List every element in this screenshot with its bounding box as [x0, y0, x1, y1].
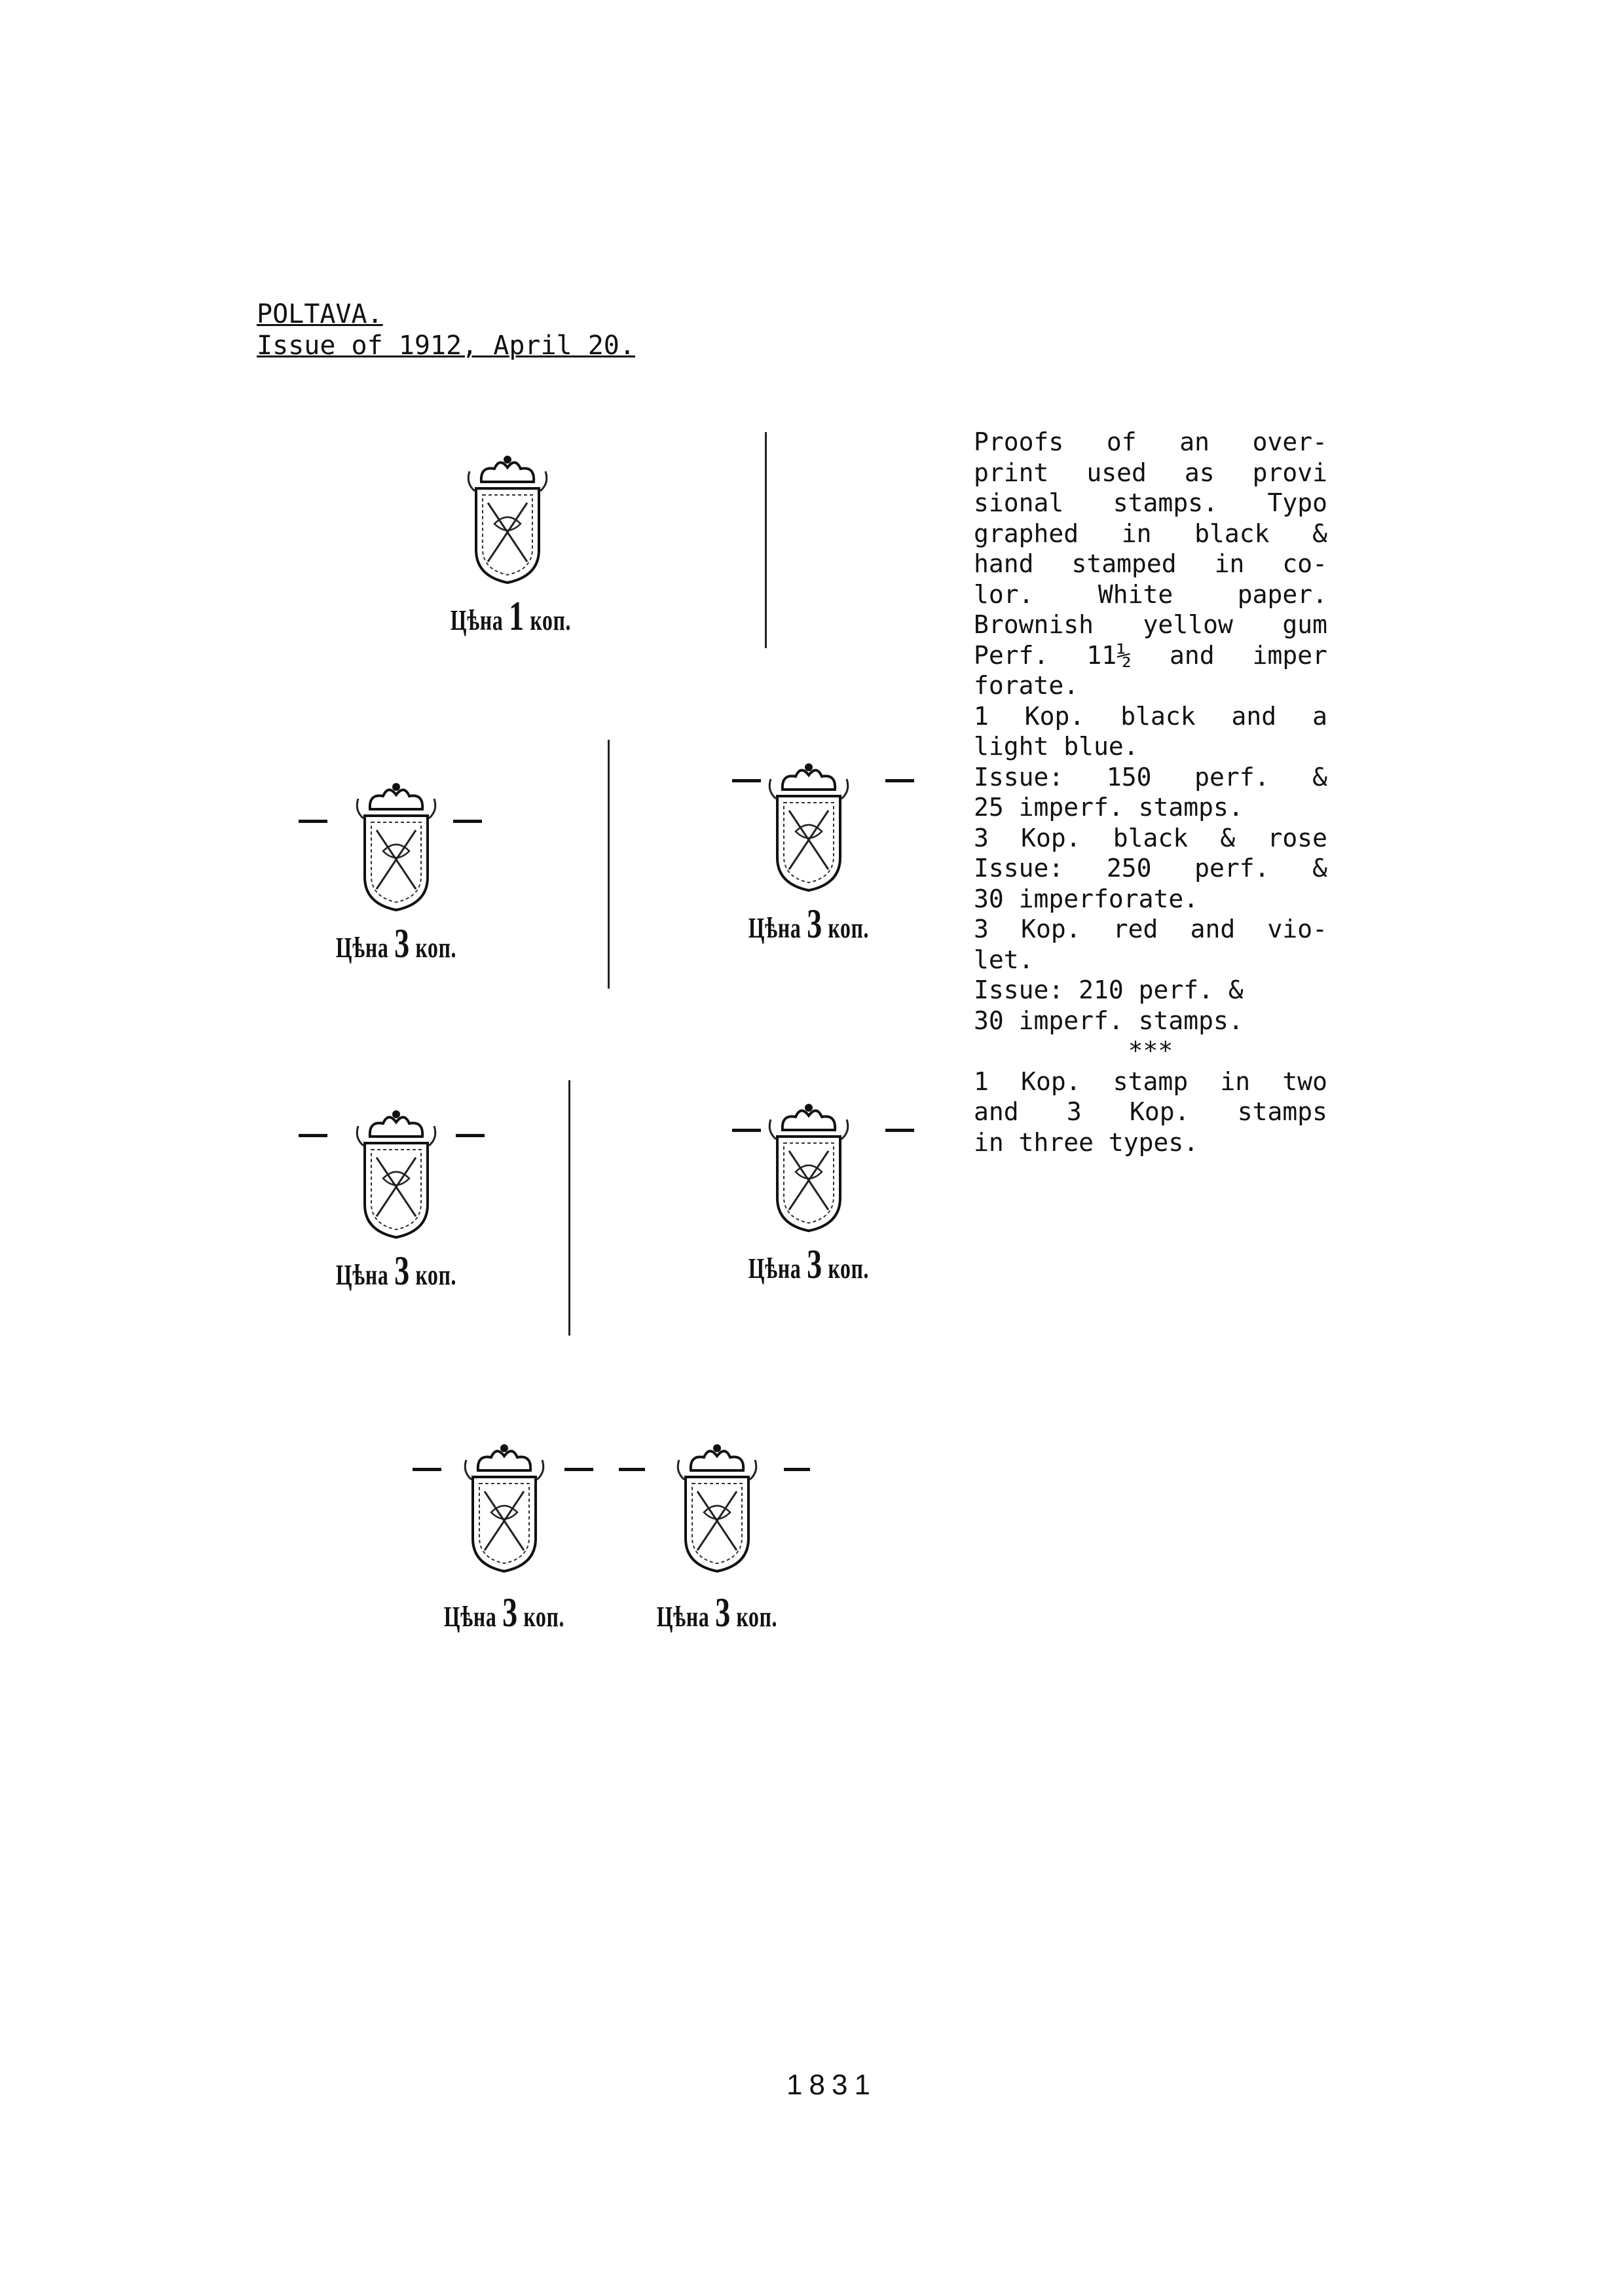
- stamp-3-kop: [288, 1087, 504, 1303]
- overprint-bar: [885, 779, 914, 782]
- stamp-value-word: Цѣна: [748, 1252, 802, 1285]
- stamp-3-kop: [701, 740, 917, 956]
- stamp-value: [445, 592, 577, 640]
- description-line: in three types.: [974, 1127, 1199, 1157]
- stamp-1-kop: [419, 432, 602, 648]
- description-line: hand stamped in co-: [974, 549, 1327, 578]
- stamp-value-number: 3: [715, 1589, 731, 1635]
- description-line: 30 imperf. stamps.: [974, 1006, 1244, 1035]
- cut-line: [765, 432, 767, 648]
- stamp-value-word: Цѣна: [335, 1259, 389, 1291]
- description: [974, 427, 1327, 1157]
- overprint-bar: [564, 1468, 593, 1471]
- overprint-bar: [299, 1134, 327, 1137]
- stamp-3-kop: [701, 1080, 917, 1296]
- cut-line: [608, 740, 610, 989]
- stamp-value-unit: коп.: [828, 912, 870, 944]
- stamp-value-word: Цѣна: [335, 932, 389, 964]
- overprint-bar: [456, 1134, 485, 1137]
- description-line: Perf. 11½ and imper: [974, 640, 1327, 670]
- stamp-value: [318, 919, 474, 968]
- overprint-bar: [619, 1468, 645, 1471]
- stamp-value-word: Цѣна: [748, 912, 802, 944]
- overprint-bar: [784, 1468, 810, 1471]
- stamp-value-number: 1: [509, 592, 525, 639]
- stamp-value: [642, 1588, 792, 1637]
- stamp-value-unit: коп.: [736, 1601, 778, 1633]
- stamp-value-unit: коп.: [415, 1259, 457, 1291]
- stamp-value-unit: коп.: [828, 1252, 870, 1285]
- description-line: Issue: 210 perf. &: [974, 975, 1244, 1004]
- description-line: forate.: [974, 671, 1079, 700]
- stamp-value-number: 3: [394, 1247, 410, 1294]
- stamp-value-word: Цѣна: [443, 1601, 497, 1633]
- description-line: graphed in black &: [974, 519, 1327, 548]
- description-line: sional stamps. Typo: [974, 488, 1327, 517]
- cut-line: [568, 1080, 570, 1336]
- stamp-3-kop: [288, 759, 504, 975]
- description-line: lor. White paper.: [974, 579, 1327, 609]
- stamp-value: [731, 1240, 887, 1288]
- stamp-3-kop: [612, 1421, 822, 1643]
- stamp-value-word: Цѣна: [656, 1601, 710, 1633]
- stamp-value-unit: коп.: [530, 604, 572, 636]
- description-line: and 3 Kop. stamps: [974, 1097, 1327, 1126]
- description-line: Proofs of an over-: [974, 428, 1327, 456]
- overprint-bar: [885, 1129, 914, 1132]
- stamp-value-unit: коп.: [415, 932, 457, 964]
- overprint-bar: [732, 779, 761, 782]
- heading-title: POLTAVA.: [257, 299, 383, 329]
- description-line: Issue: 250 perf. &: [974, 854, 1327, 883]
- page-heading: [257, 299, 635, 361]
- stamp-value-word: Цѣна: [450, 604, 504, 636]
- stamp-value-number: 3: [807, 900, 822, 947]
- stamp-value: [318, 1247, 474, 1295]
- stamp-value-number: 3: [807, 1241, 822, 1287]
- description-line: 30 imperforate.: [974, 884, 1199, 913]
- description-line: 3 Kop. black & rose: [974, 823, 1327, 852]
- heading-subtitle: Issue of 1912, April 20.: [257, 331, 635, 361]
- stamp-value-number: 3: [394, 920, 410, 966]
- description-line: 1 Kop. stamp in two: [974, 1066, 1327, 1096]
- description-line: 25 imperf. stamps.: [974, 793, 1244, 822]
- stamp-value: [429, 1588, 580, 1637]
- description-line: 3 Kop. red and vio-: [974, 915, 1327, 943]
- stamp-value: [731, 900, 887, 948]
- overprint-bar: [453, 820, 482, 823]
- description-line: print used as provi: [974, 458, 1327, 487]
- stamp-value-unit: коп.: [523, 1601, 565, 1633]
- description-separator: ***: [1128, 1036, 1173, 1065]
- description-line: Issue: 150 perf. &: [974, 762, 1327, 792]
- description-line: Brownish yellow gum: [974, 610, 1327, 639]
- overprint-bar: [413, 1468, 441, 1471]
- description-line: let.: [974, 945, 1034, 974]
- description-line: 1 Kop. black and a: [974, 701, 1327, 731]
- overprint-bar: [299, 820, 327, 823]
- description-line: light blue.: [974, 732, 1139, 761]
- stamp-value-number: 3: [502, 1589, 518, 1635]
- page-number: 1831: [786, 2069, 877, 2101]
- stamp-3-kop: [399, 1421, 609, 1643]
- overprint-bar: [732, 1129, 761, 1132]
